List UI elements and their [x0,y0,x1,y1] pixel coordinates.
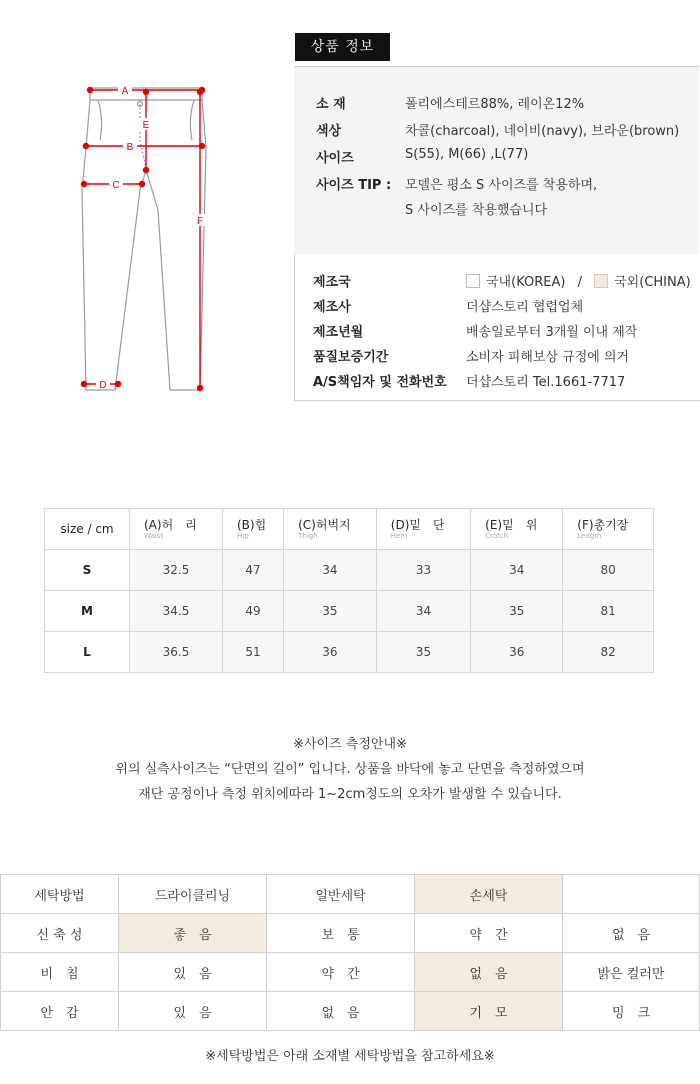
table-cell: 49 [222,591,283,632]
label-d: D [99,380,107,391]
origin-options [466,271,691,290]
label-a: A [121,86,129,97]
size-corner: size / cm [45,509,130,550]
material-value: 폴리에스테르88%, 레이온12% [405,97,585,112]
table-cell: 드라이클리닝 [119,875,267,914]
label-b: B [126,142,134,153]
warranty-label: 품질보증기간 [313,350,389,365]
as-contact-label: A/S책임자 및 전화번호 [313,375,447,390]
size-tip-value-2: S 사이즈를 착용했습니다 [405,203,548,218]
color-value: 차콜(charcoal), 네이비(navy), 브라운(brown) [405,124,680,139]
table-row [1,953,700,992]
row-size: M [45,591,130,632]
table-cell: 좋 음 [119,914,267,953]
origin-label: 제조국 [313,275,351,290]
table-cell: 51 [222,632,283,673]
origin-separator: / [577,275,582,290]
header-hip: (B)힙 Hip [222,509,283,550]
table-cell: 세탁방법 [1,875,119,914]
table-cell [563,875,700,914]
material-label: 소 재 [316,97,346,112]
as-contact-value: 더샵스토리 Tel.1661-7717 [466,375,626,390]
origin-korea: 국내(KOREA) [486,275,566,290]
table-cell: 33 [376,550,470,591]
mfg-date-label: 제조년월 [313,325,364,340]
table-cell: 기 모 [415,992,563,1031]
table-cell: 없 음 [415,953,563,992]
table-cell: 밝은 컬러만 [563,953,700,992]
table-cell: 36 [471,632,563,673]
table-cell: 없 음 [267,992,415,1031]
warranty-value: 소비자 피해보상 규정에 의거 [466,350,630,365]
table-cell: 82 [563,632,654,673]
table-cell: 비 침 [1,953,119,992]
size-table-header [45,509,654,550]
wash-footer-note: ※세탁방법은 아래 소재별 세탁방법을 참고하세요※ [205,1049,495,1064]
table-cell: 신 축 성 [1,914,119,953]
table-cell: 34 [284,550,377,591]
notes-line-2: 재단 공정이나 측정 위치에따라 1~2cm정도의 오차가 발생할 수 있습니다. [138,787,562,802]
header-length: (F)총기장 Length [563,509,654,550]
notes-title: ※사이즈 측정안내※ [293,737,407,752]
product-info-tag: 상품 정보 [295,33,390,61]
pants-measurement-diagram [60,80,230,400]
table-cell: 약 간 [415,914,563,953]
pants-outline [82,88,206,390]
size-table [44,508,654,673]
table-cell: 있 음 [119,992,267,1031]
table-row [1,875,700,914]
label-f: F [196,216,204,227]
label-c: C [112,180,120,191]
table-cell: 80 [563,550,654,591]
table-cell: 32.5 [130,550,223,591]
label-e: E [142,120,150,131]
notes-line-1: 위의 실측사이즈는 “단면의 길이” 입니다. 상품을 바닥에 놓고 단면을 측정하였으며 [115,762,585,777]
table-cell: 47 [222,550,283,591]
header-crotch: (E)밑 위 Crotch [471,509,563,550]
table-cell: 손세탁 [415,875,563,914]
size-notes [0,732,700,807]
table-row [1,914,700,953]
maker-label: 제조사 [313,300,351,315]
table-row [1,992,700,1031]
size-tip-value: 모델은 평소 S 사이즈를 착용하며, [405,178,598,193]
mfg-date-value: 배송일로부터 3개월 이내 제작 [466,325,638,340]
header-thigh: (C)허벅지 Thigh [284,509,377,550]
table-cell: 34.5 [130,591,223,632]
header-waist: (A)허 리 Waist [130,509,223,550]
checkbox-china[interactable] [594,274,608,288]
color-label: 색상 [316,124,342,139]
table-cell: 있 음 [119,953,267,992]
table-cell: 34 [471,550,563,591]
table-row [45,632,654,673]
checkbox-korea[interactable] [466,274,480,288]
size-label: 사이즈 [316,151,354,166]
row-size: S [45,550,130,591]
table-cell: 34 [376,591,470,632]
table-cell: 밍 크 [563,992,700,1031]
table-cell: 36.5 [130,632,223,673]
table-cell: 35 [471,591,563,632]
size-tip-label: 사이즈 TIP : [316,178,392,193]
table-cell: 약 간 [267,953,415,992]
table-cell: 보 통 [267,914,415,953]
table-cell: 36 [284,632,377,673]
table-row [45,550,654,591]
table-row [45,591,654,632]
measurement-lines [82,88,205,391]
header-hem: (D)밑 단 Hem [376,509,470,550]
origin-china: 국외(CHINA) [614,275,691,290]
table-cell: 없 음 [563,914,700,953]
size-value: S(55), M(66) ,L(77) [405,147,529,162]
maker-value: 더샵스토리 협렵업체 [466,300,584,315]
table-cell: 안 감 [1,992,119,1031]
table-cell: 35 [376,632,470,673]
table-cell: 일반세탁 [267,875,415,914]
row-size: L [45,632,130,673]
wash-table [0,874,700,1031]
table-cell: 81 [563,591,654,632]
table-cell: 35 [284,591,377,632]
